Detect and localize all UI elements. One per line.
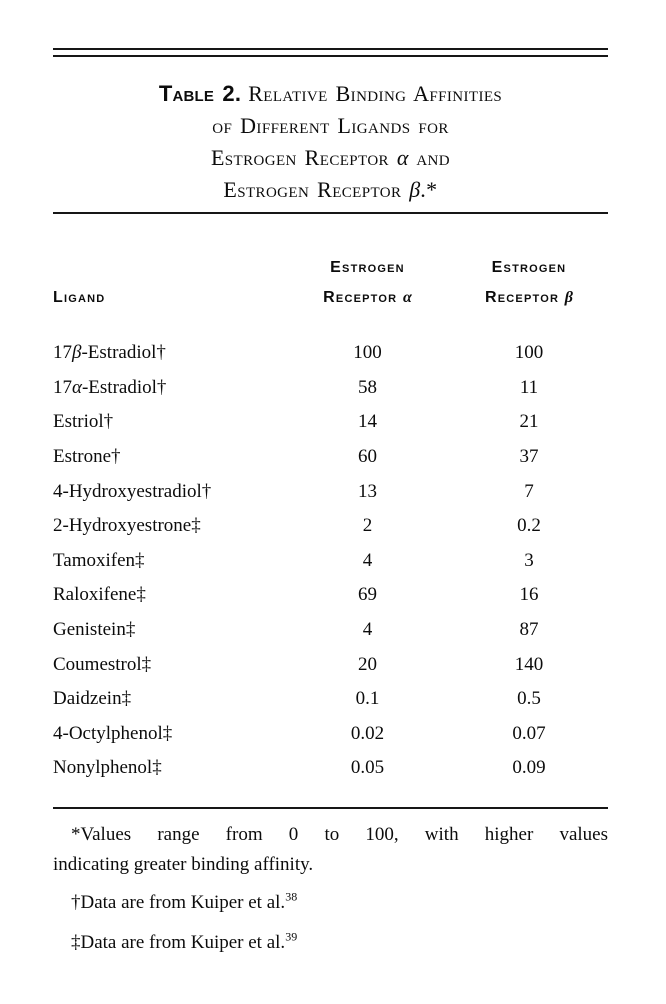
table-body [53,336,608,786]
table-title [53,78,608,206]
table-row [53,578,608,613]
er-beta-value-cell: 0.07 [512,722,546,744]
er-alpha-value-cell: 0.02 [350,722,385,744]
table-title-line-1 [53,78,608,110]
footnote-dagger [53,888,608,918]
table-title-line-3: Estrogen Receptor α and [210,145,451,170]
table-row [53,405,608,440]
footnote-dagger-reference: 38 [285,889,298,904]
ligand-cell: Nonylphenol‡ [53,757,162,779]
er-alpha-value-cell: 0.1 [355,688,380,710]
rule-under-title [53,212,608,214]
table-title-line-4: Estrogen Receptor β.* [223,177,438,202]
er-alpha-value-cell: 14 [358,411,377,433]
er-alpha-value-cell: 100 [353,342,382,364]
er-beta-value-cell: 11 [519,376,539,398]
footnote-dagger-text: Data are from Kuiper et al. [80,892,286,913]
greek-letter: β [409,177,421,202]
footnote-double-dagger-text: Data are from Kuiper et al. [80,932,286,953]
er-beta-value-cell: 0.09 [512,757,546,779]
ligand-cell: Raloxifene‡ [53,584,146,606]
table-number-label: Table 2. [158,81,242,106]
er-beta-value-cell: 87 [519,619,539,641]
er-alpha-value-cell: 60 [358,446,377,468]
table-row [53,613,608,648]
column-header-er-alpha [285,253,450,313]
ligand-cell: Daidzein‡ [53,688,132,710]
footnote-double-dagger-line [53,928,608,958]
er-alpha-value-cell: 4 [362,549,373,571]
er-alpha-value-cell: 2 [362,515,373,537]
footnote-double-dagger-marker: ‡ [71,932,81,953]
table-row [53,440,608,475]
footnote-dagger-marker: † [71,892,81,913]
ligand-cell: Estriol† [53,411,114,433]
er-beta-value-cell: 37 [519,446,539,468]
table-row [53,544,608,579]
er-alpha-value-cell: 0.05 [350,757,385,779]
footnote-asterisk-text: Values range from 0 to 100, with higher values [80,824,608,845]
greek-letter: β [564,289,573,306]
ligand-cell: 4-Octylphenol‡ [53,722,173,744]
table-row [53,371,608,406]
greek-letter: α [402,289,412,306]
er-beta-value-cell: 7 [524,480,534,502]
table-row [53,647,608,682]
table-title-line-2: of Different Ligands for [212,113,449,138]
greek-letter: α [72,376,82,398]
footnote-dagger-line [53,888,608,918]
er-alpha-value-cell: 4 [362,619,373,641]
footnote-asterisk-line1 [53,820,608,850]
table-row [53,682,608,717]
binding-affinity-table [53,336,608,786]
column-header-er-alpha-line2: Receptor α [323,289,412,306]
column-header-er-beta-line1: Estrogen [491,259,567,276]
ligand-cell: Coumestrol‡ [53,653,152,675]
ligand-cell: Genistein‡ [53,619,136,641]
greek-letter: α [396,145,409,170]
table-sheet [53,0,608,1004]
ligand-cell: Estrone† [53,446,121,468]
footnote-asterisk-line2: indicating greater binding affinity. [53,854,314,875]
table-row [53,474,608,509]
er-beta-value-cell: 100 [514,342,544,364]
er-alpha-value-cell: 13 [358,480,377,502]
ligand-cell: 17α-Estradiol† [53,376,167,398]
er-alpha-value-cell: 20 [358,653,377,675]
table-row [53,509,608,544]
ligand-cell: Tamoxifen‡ [53,549,145,571]
footnote-double-dagger-reference: 39 [285,929,298,944]
er-beta-value-cell: 16 [519,584,539,606]
er-alpha-value-cell: 69 [358,584,377,606]
er-beta-value-cell: 21 [519,411,539,433]
ligand-cell: 4-Hydroxyestradiol† [53,480,212,502]
er-alpha-value-cell: 58 [358,376,377,398]
er-beta-value-cell: 0.5 [517,688,541,710]
er-beta-value-cell: 0.2 [517,515,541,537]
footnote-double-dagger [53,928,608,958]
table-row [53,336,608,371]
column-header-er-beta-line2: Receptor β [485,289,573,306]
table-row [53,751,608,786]
column-header-er-beta [450,253,608,313]
table-row [53,717,608,752]
greek-letter: β [72,342,82,364]
footnote-asterisk [53,820,608,880]
ligand-cell: 2-Hydroxyestrone‡ [53,515,201,537]
table-title-text: Relative Binding Affinities [248,81,503,106]
er-beta-value-cell: 140 [514,653,544,675]
ligand-cell: 17β-Estradiol† [53,342,166,364]
rule-above-footnotes [53,807,608,809]
column-header-ligand: Ligand [53,289,106,306]
column-header-er-alpha-line1: Estrogen [330,259,405,276]
footnote-asterisk-marker: * [71,824,81,845]
er-beta-value-cell: 3 [524,549,534,571]
top-double-rule [53,48,608,57]
